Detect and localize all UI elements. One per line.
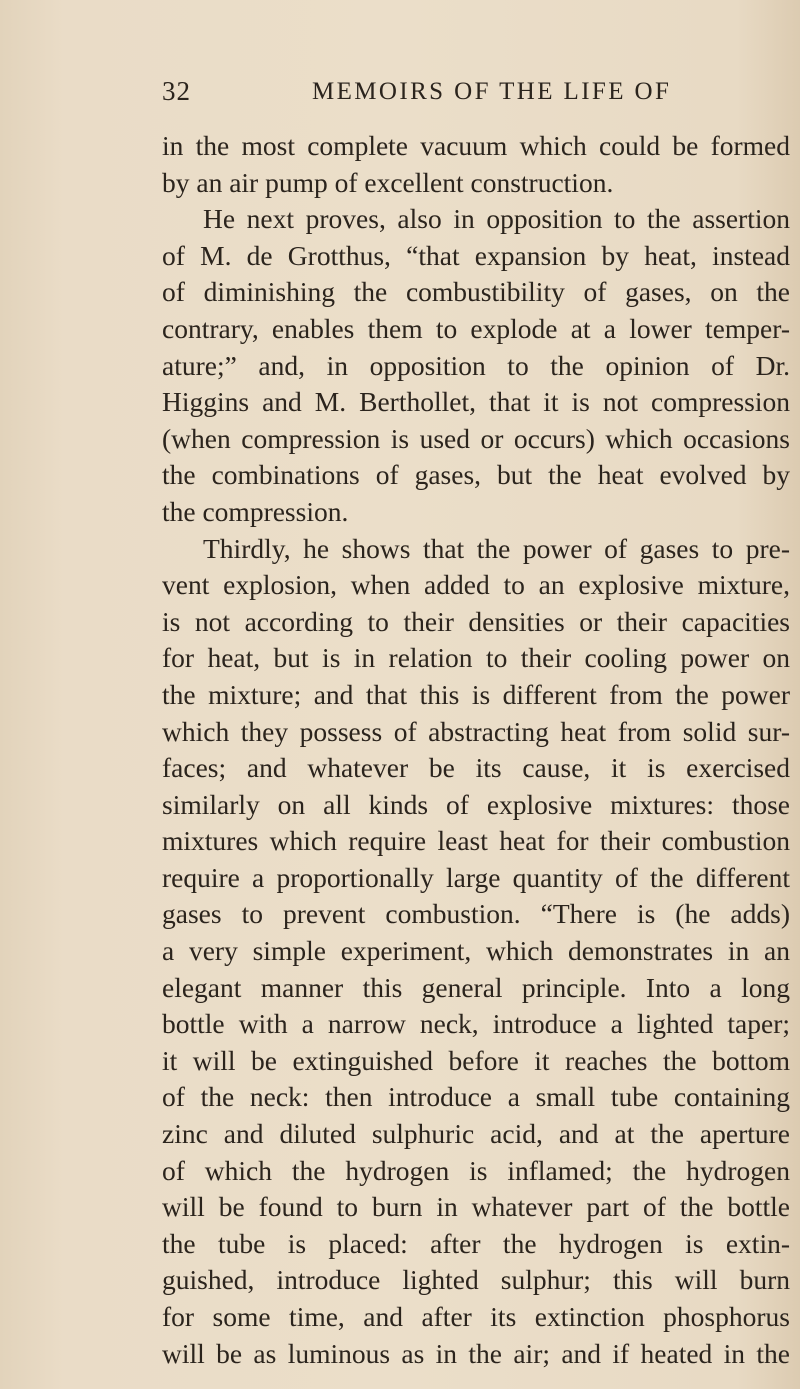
- text-line: similarly on all kinds of explosive mixtures: those: [162, 788, 790, 820]
- text-line: of the neck: then introduce a small tube containing: [162, 1081, 790, 1113]
- text-line: ature;” and, in opposition to the opinion of Dr.: [162, 349, 790, 381]
- running-head: [162, 76, 792, 116]
- text-line: the tube is placed: after the hydrogen is extin-: [162, 1227, 790, 1259]
- text-line: contrary, enables them to explode at a lower temper-: [162, 312, 790, 344]
- text-line: it will be extinguished before it reaches the bottom: [162, 1044, 790, 1076]
- text-line: the combinations of gases, but the heat evolved by: [162, 459, 790, 491]
- text-line: zinc and diluted sulphuric acid, and at the aperture: [162, 1118, 790, 1150]
- text-line: of M. de Grotthus, “that expansion by heat, instead: [162, 239, 790, 271]
- text-line: in the most complete vacuum which could be formed: [162, 130, 790, 161]
- text-line: is not according to their densities or their capacities: [162, 605, 790, 637]
- text-line: He next proves, also in opposition to the assertion: [203, 203, 790, 235]
- text-line: mixtures which require least heat for their combustion: [162, 825, 790, 857]
- text-line: gases to prevent combustion. “There is (he adds): [162, 898, 790, 930]
- text-line: bottle with a narrow neck, introduce a lighted taper;: [162, 1008, 790, 1040]
- text-line: vent explosion, when added to an explosive mixture,: [162, 569, 790, 601]
- text-line: Thirdly, he shows that the power of gases to pre-: [203, 532, 790, 564]
- text-line: will be as luminous as in the air; and if heated in the: [162, 1337, 790, 1369]
- text-line: guished, introduce lighted sulphur; this will burn: [162, 1264, 790, 1296]
- text-line: for some time, and after its extinction phosphorus: [162, 1301, 790, 1332]
- page-number: 32: [162, 76, 191, 106]
- text-line: which they possess of abstracting heat from solid sur-: [162, 715, 790, 747]
- text-line: a very simple experiment, which demonstrates in an: [162, 935, 790, 967]
- running-title: MEMOIRS OF THE LIFE OF: [312, 78, 672, 105]
- text-line: of which the hydrogen is inflamed; the hydrogen: [162, 1154, 790, 1186]
- body-text: [162, 128, 790, 1372]
- text-line: (when compression is used or occurs) which occasions: [162, 422, 790, 454]
- text-line: elegant manner this general principle. Into a long: [162, 971, 790, 1003]
- text-line: for heat, but is in relation to their cooling power on: [162, 642, 790, 674]
- text-line: require a proportionally large quantity of the different: [162, 861, 790, 893]
- text-line: the compression.: [162, 495, 349, 527]
- text-line: by an air pump of excellent construction.: [162, 166, 614, 198]
- text-line: will be found to burn in whatever part of the bottle: [162, 1191, 790, 1223]
- text-line: of diminishing the combustibility of gases, on the: [162, 276, 790, 308]
- text-line: faces; and whatever be its cause, it is exercised: [162, 752, 790, 784]
- text-line: Higgins and M. Berthollet, that it is not compression: [162, 386, 790, 418]
- text-line: the mixture; and that this is different from the power: [162, 678, 790, 710]
